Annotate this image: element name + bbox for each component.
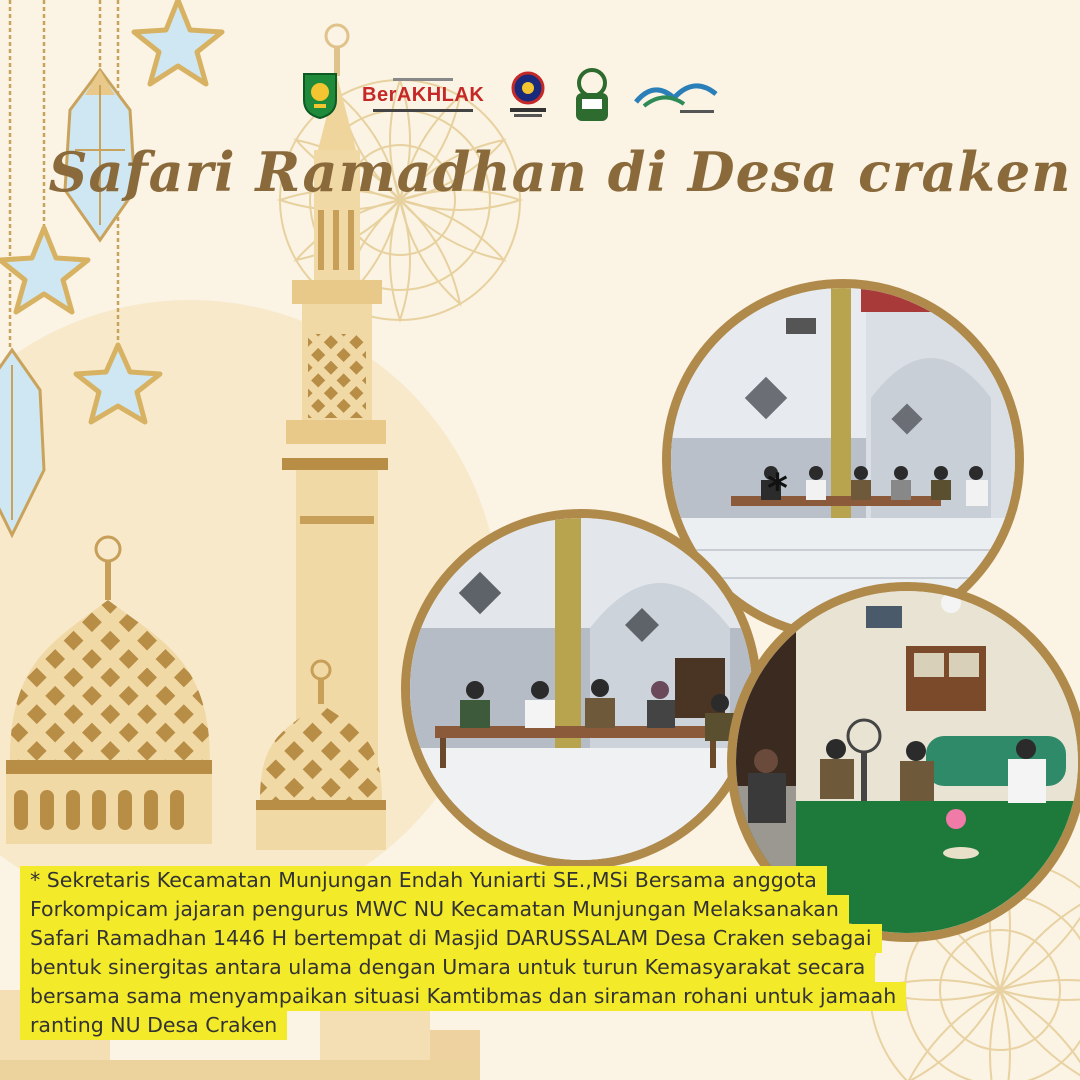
caption-line: bentuk sinergitas antara ulama dengan Umara untuk turun Kemasyarakat secara	[20, 953, 875, 982]
caption-text-block	[20, 866, 950, 1040]
organization-emblem-icon	[506, 70, 550, 120]
caption-line: * Sekretaris Kecamatan Munjungan Endah Yuniarti SE.,MSi Bersama anggota	[20, 866, 827, 895]
regency-crest-icon	[300, 70, 340, 120]
tcx-logo-icon	[572, 67, 612, 123]
caption-line: Safari Ramadhan 1446 H bertempat di Masjid DARUSSALAM Desa Craken sebagai	[20, 924, 882, 953]
lanterns-and-stars	[0, 0, 240, 560]
caption-line: bersama sama menyampaikan situasi Kamtibmas dan siraman rohani untuk jamaah	[20, 982, 906, 1011]
event-photo-mosque-middle	[401, 509, 761, 869]
caption-line: Forkompicam jajaran pengurus MWC NU Kecamatan Munjungan Melaksanakan	[20, 895, 849, 924]
page-title: Safari Ramadhan di Desa craken	[48, 140, 1072, 204]
brand-text: BerAKHLAK	[362, 84, 485, 106]
partner-logos	[300, 62, 800, 128]
munjungan-wave-logo-icon	[634, 70, 718, 120]
svg-text:*: *	[767, 466, 788, 512]
berakhlak-logo-icon	[362, 78, 484, 112]
caption-line: ranting NU Desa Craken	[20, 1011, 287, 1040]
